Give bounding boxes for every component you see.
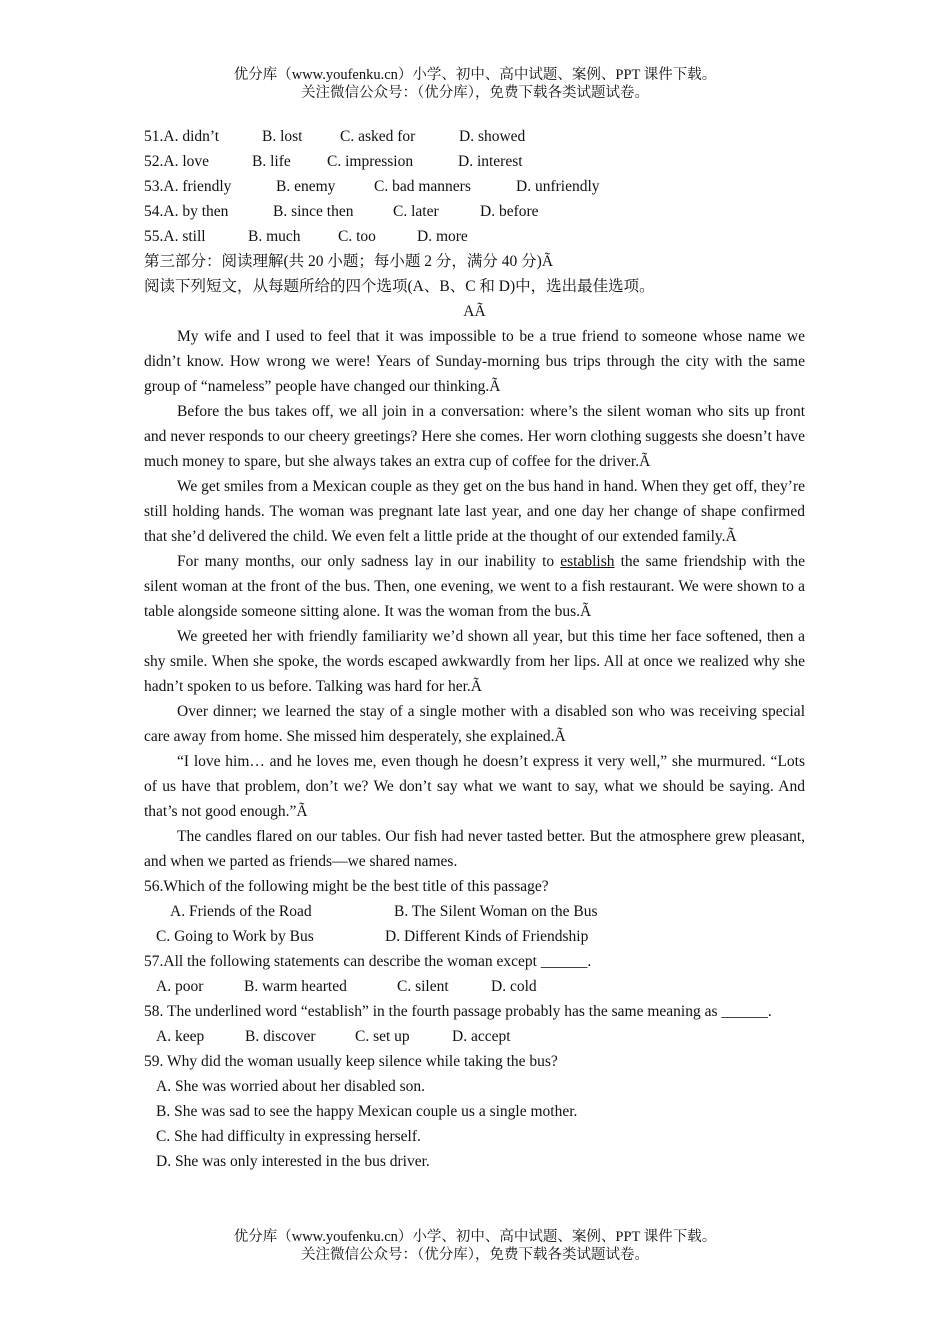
question-57-option-d: D. cold <box>491 978 537 995</box>
question-59-option-c: C. She had difficulty in expressing herself. <box>156 1128 421 1145</box>
cloze-options <box>144 124 805 249</box>
passage-paragraph-7: “I love him… and he loves me, even though he doesn’t express it very well,” she murmured. “Lots of us have that problem, don’t we? We don’t say what we want to say, what we should be saying. And that’s not good enough.”Ã <box>144 753 805 820</box>
page-header <box>0 66 950 102</box>
question-57 <box>144 949 805 999</box>
footer-line-1: 优分库（www.youfenku.cn）小学、初中、高中试题、案例、PPT 课件下载。 <box>233 1229 717 1245</box>
header-line-1: 优分库（www.youfenku.cn）小学、初中、高中试题、案例、PPT 课件下载。 <box>233 67 717 83</box>
option-52-c: C. impression <box>327 153 414 170</box>
question-58-option-b: B. discover <box>245 1028 316 1045</box>
question-58-option-a: A. keep <box>156 1028 205 1045</box>
option-54-b: B. since then <box>273 203 354 220</box>
question-59 <box>144 1049 805 1174</box>
underlined-word-establish: establish <box>560 553 615 570</box>
question-56-option-d: D. Different Kinds of Friendship <box>385 928 589 945</box>
option-51-a: 51.A. didn’t <box>144 128 220 145</box>
p4-text-before: For many months, our only sadness lay in our inability to <box>177 553 561 570</box>
option-54-d: D. before <box>480 203 539 220</box>
footer-line-2: 关注微信公众号：（优分库），免费下载各类试题试卷。 <box>301 1247 649 1263</box>
question-58-option-c: C. set up <box>355 1028 410 1045</box>
option-55-b: B. much <box>248 228 301 245</box>
page-footer <box>0 1228 950 1264</box>
option-53-b: B. enemy <box>276 178 336 195</box>
option-52-a: 52.A. love <box>144 153 210 170</box>
section-instruction: 阅读下列短文，从每题所给的四个选项(A、B、C 和 D)中，选出最佳选项。 <box>144 278 655 295</box>
option-row-55 <box>144 224 805 249</box>
option-51-b: B. lost <box>262 128 303 145</box>
passage-paragraph-2: Before the bus takes off, we all join in a conversation: where’s the silent woman who sits up front and never responds to our cheery greetings? Here she comes. Her worn clothing suggests she doesn’t have much money to spare, but she always takes an extra cup of coffee for the driver.Ã <box>144 403 805 470</box>
passage-paragraph-8: The candles flared on our tables. Our fish had never tasted better. But the atmosphere grew pleasant, and when we parted as friends—we shared names. <box>144 828 805 870</box>
option-53-a: 53.A. friendly <box>144 178 232 195</box>
question-56-option-b: B. The Silent Woman on the Bus <box>394 903 598 920</box>
option-53-d: D. unfriendly <box>516 178 600 195</box>
option-54-c: C. later <box>393 203 439 220</box>
question-59-option-d: D. She was only interested in the bus driver. <box>156 1153 430 1170</box>
question-56-option-c: C. Going to Work by Bus <box>156 928 314 945</box>
option-51-c: C. asked for <box>340 128 416 145</box>
question-58-stem: 58. The underlined word “establish” in the fourth passage probably has the same meaning as ______. <box>144 1003 772 1020</box>
passage-paragraph-1: My wife and I used to feel that it was impossible to be a true friend to someone whose name we didn’t know. How wrong we were! Years of Sunday-morning bus trips through the city with the same group of “nameless” people have changed our thinking.Ã <box>144 328 805 395</box>
section-title: 第三部分：阅读理解(共 20 小题；每小题 2 分，满分 40 分)Ã <box>144 253 554 270</box>
option-55-a: 55.A. still <box>144 228 206 245</box>
question-56-options-row-2 <box>144 924 805 949</box>
question-58 <box>144 999 805 1049</box>
question-58-option-d: D. accept <box>452 1028 511 1045</box>
option-55-d: D. more <box>417 228 468 245</box>
question-57-options <box>144 974 805 999</box>
option-51-d: D. showed <box>459 128 526 145</box>
option-54-a: 54.A. by then <box>144 203 229 220</box>
question-56-options-row-1 <box>144 899 805 924</box>
question-57-option-a: A. poor <box>156 978 204 995</box>
question-56 <box>144 874 805 949</box>
question-57-stem: 57.All the following statements can describe the woman except ______. <box>144 953 592 970</box>
reading-passage <box>144 324 805 874</box>
option-row-52 <box>144 149 805 174</box>
option-52-d: D. interest <box>458 153 523 170</box>
question-56-stem: 56.Which of the following might be the best title of this passage? <box>144 878 549 895</box>
header-line-2: 关注微信公众号：（优分库），免费下载各类试题试卷。 <box>301 85 649 101</box>
question-57-option-c: C. silent <box>397 978 449 995</box>
passage-paragraph-4 <box>144 549 805 624</box>
question-59-option-a: A. She was worried about her disabled son. <box>156 1078 426 1095</box>
passage-paragraph-3: We get smiles from a Mexican couple as they get on the bus hand in hand. When they get off, they’re still holding hands. The woman was pregnant late last year, and one day her change of shape confirmed that she’d delivered the child. We even felt a little pride at the thought of our extended family.Ã <box>144 478 805 545</box>
question-57-option-b: B. warm hearted <box>244 978 347 995</box>
option-row-51 <box>144 124 805 149</box>
question-59-stem: 59. Why did the woman usually keep silence while taking the bus? <box>144 1053 558 1070</box>
question-59-option-b: B. She was sad to see the happy Mexican couple us a single mother. <box>156 1103 578 1120</box>
passage-label: AÃ <box>463 303 486 320</box>
option-row-54 <box>144 199 805 224</box>
option-55-c: C. too <box>338 228 376 245</box>
option-row-53 <box>144 174 805 199</box>
option-53-c: C. bad manners <box>374 178 471 195</box>
p4-text-after: the same friendship with the silent woman at the front of the bus. Then, one evening, we went to a fish restaurant. We were shown to a table alongside someone sitting alone. It was the woman from the bus.Ã <box>144 553 805 620</box>
question-56-option-a: A. Friends of the Road <box>170 903 312 920</box>
passage-paragraph-5: We greeted her with friendly familiarity we’d shown all year, but this time her face softened, then a shy smile. When she spoke, the words escaped awkwardly from her lips. All at once we realized why she hadn’t spoken to us before. Talking was hard for her.Ã <box>144 628 805 695</box>
passage-paragraph-6: Over dinner; we learned the stay of a single mother with a disabled son who was receiving special care away from home. She missed him desperately, she explained.Ã <box>144 703 805 745</box>
document-body <box>144 124 805 1174</box>
option-52-b: B. life <box>252 153 291 170</box>
question-58-options <box>144 1024 805 1049</box>
